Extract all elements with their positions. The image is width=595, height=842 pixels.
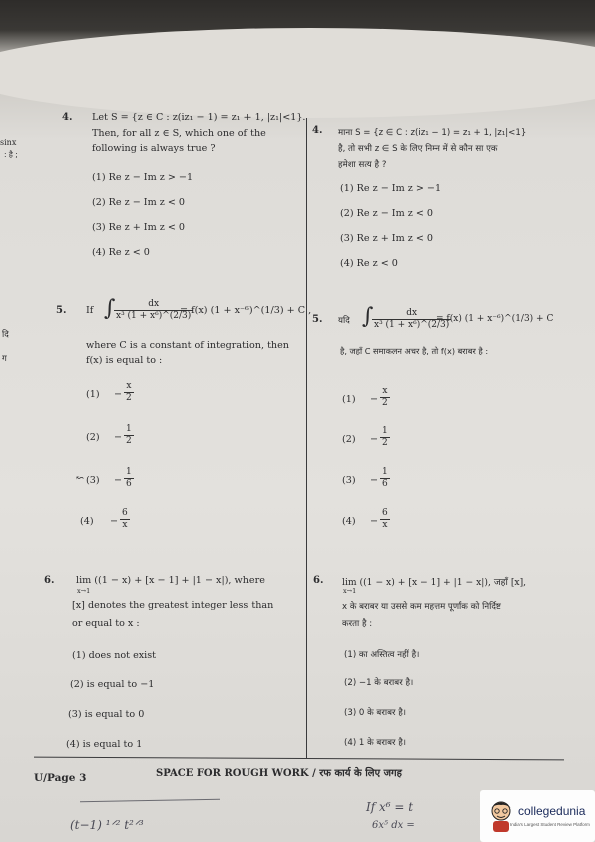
- option-label: (3): [342, 475, 356, 486]
- option-sign: −: [370, 516, 379, 527]
- option: (4) Re z < 0: [92, 247, 150, 258]
- limit-subscript: x→1: [343, 587, 357, 595]
- option-sign: −: [114, 475, 123, 486]
- option-sign: −: [110, 516, 119, 527]
- option-mark: ↜: [76, 473, 85, 484]
- handwritten-note: 6x⁵ dx =: [372, 820, 415, 831]
- logo-name: collegedunia: [518, 804, 586, 818]
- question-text-hindi: है, तो सभी z ∈ S के लिए निम्न में से कौन सा एक: [338, 144, 498, 154]
- question-number: 5.: [56, 305, 67, 316]
- option: (1) Re z − Im z > −1: [92, 172, 194, 183]
- question-text-hindi: है, जहाँ C समाकलन अचर है, तो f(x) बराबर है :: [340, 346, 489, 356]
- question-number: 4.: [62, 112, 73, 123]
- option: (2) −1 के बराबर है।: [344, 678, 414, 688]
- if-word-hindi: यदि: [338, 316, 350, 326]
- option-fraction: $\frac{1}{6}$: [126, 467, 132, 489]
- if-word: If: [86, 305, 94, 316]
- question-text: Let S = {z ∈ C : z(iz₁ − 1) = z₁ + 1, |z₁|<1}.: [92, 112, 306, 123]
- option-label: (4): [342, 516, 356, 527]
- question-text-hindi: माना S = {z ∈ C : z(iz₁ − 1) = z₁ + 1, |z₁|<1}: [338, 128, 527, 138]
- margin-text: ग: [2, 354, 7, 364]
- option: (4) 1 के बराबर है।: [344, 738, 407, 748]
- option: (2) Re z − Im z < 0: [92, 197, 186, 208]
- question-text: following is always true ?: [92, 143, 216, 154]
- option-label: (4): [80, 516, 94, 527]
- option: (1) Re z − Im z > −1: [340, 183, 442, 194]
- option: (3) is equal to 0: [68, 709, 145, 720]
- question-number: 6.: [44, 575, 55, 586]
- page-number: U/Page 3: [34, 772, 87, 784]
- question-number: 5.: [312, 314, 323, 325]
- option-sign: −: [114, 432, 123, 443]
- option: (3) Re z + Im z < 0: [92, 222, 186, 233]
- question-text: Then, for all z ∈ S, which one of the: [92, 128, 266, 139]
- margin-text: : है ;: [4, 150, 18, 159]
- margin-text: sinx: [0, 138, 17, 147]
- handwritten-note: (t−1) ¹ᐟ² t²ᐟ³: [70, 818, 144, 832]
- option-fraction: $\frac{6}{x}$: [122, 508, 128, 530]
- question-text: [x] denotes the greatest integer less than: [72, 600, 274, 611]
- option-label: (2): [86, 432, 100, 443]
- option-fraction: $\frac{1}{6}$: [382, 467, 388, 489]
- option-fraction: $\frac{x}{2}$: [382, 386, 388, 408]
- option: (2) Re z − Im z < 0: [340, 208, 434, 219]
- footer-rule: [34, 757, 564, 761]
- option-fraction: $\frac{x}{2}$: [126, 381, 132, 403]
- integral-rhs: = f(x) (1 + x⁻⁶)^(1/3) + C: [436, 314, 554, 324]
- column-divider: [306, 118, 307, 758]
- integral-sign: ∫: [104, 296, 116, 321]
- integrand: $\frac{dx}{\text{x³ (1 + x⁶)\textasciicircum{}(2/3)}}$: [374, 308, 450, 330]
- integral-sign: ∫: [362, 304, 374, 329]
- scribble-line: [80, 799, 220, 802]
- question-text: where C is a constant of integration, then: [86, 340, 289, 351]
- question-text-hindi: lim ((1 − x) + [x − 1] + |1 − x|), जहाँ [x],: [342, 577, 527, 588]
- option-sign: −: [370, 394, 379, 405]
- option: (1) does not exist: [72, 650, 157, 661]
- question-text-hindi: हमेशा सत्य है ?: [338, 160, 387, 170]
- option: (4) is equal to 1: [66, 739, 143, 750]
- option-label: (1): [86, 389, 100, 400]
- option-fraction: $\frac{6}{x}$: [382, 508, 388, 530]
- option-sign: −: [114, 389, 123, 400]
- option-label: (2): [342, 434, 356, 445]
- integrand: $\frac{dx}{\text{x³ (1 + x⁶)\textasciicircum{}(2/3)}}$: [116, 299, 192, 321]
- question-number: 4.: [312, 125, 323, 136]
- option: (3) 0 के बराबर है।: [344, 708, 407, 718]
- option-sign: −: [370, 475, 379, 486]
- option-label: (3): [86, 475, 100, 486]
- collegedunia-logo: [480, 790, 595, 842]
- option: (4) Re z < 0: [340, 258, 398, 269]
- handwritten-note: If x⁶ = t: [366, 800, 414, 814]
- mascot-icon: [486, 799, 516, 833]
- option: (1) का अस्तित्व नहीं है।: [344, 650, 420, 660]
- question-text: lim ((1 − x) + [x − 1] + |1 − x|), where: [76, 575, 265, 586]
- option-fraction: $\frac{1}{2}$: [126, 424, 132, 446]
- page-curl: [0, 28, 595, 118]
- option: (3) Re z + Im z < 0: [340, 233, 434, 244]
- integral-rhs: = f(x) (1 + x⁻⁶)^(1/3) + C ,: [180, 305, 312, 316]
- question-text: or equal to x :: [72, 618, 140, 629]
- option: (2) is equal to −1: [70, 679, 155, 690]
- option-label: (1): [342, 394, 356, 405]
- question-text-hindi: करता है :: [342, 619, 373, 629]
- option-fraction: $\frac{1}{2}$: [382, 426, 388, 448]
- option-sign: −: [370, 434, 379, 445]
- question-text: f(x) is equal to :: [86, 355, 163, 366]
- limit-subscript: x→1: [77, 587, 91, 595]
- rough-work-label: SPACE FOR ROUGH WORK / रफ कार्य के लिए जगह: [156, 768, 402, 779]
- margin-text: दि: [2, 330, 9, 340]
- question-number: 6.: [313, 575, 324, 586]
- question-text-hindi: x के बराबर या उससे कम महत्तम पूर्णांक को निर्दिष्ट: [342, 602, 501, 612]
- logo-tagline: India's Largest Student Review Platform: [510, 822, 590, 827]
